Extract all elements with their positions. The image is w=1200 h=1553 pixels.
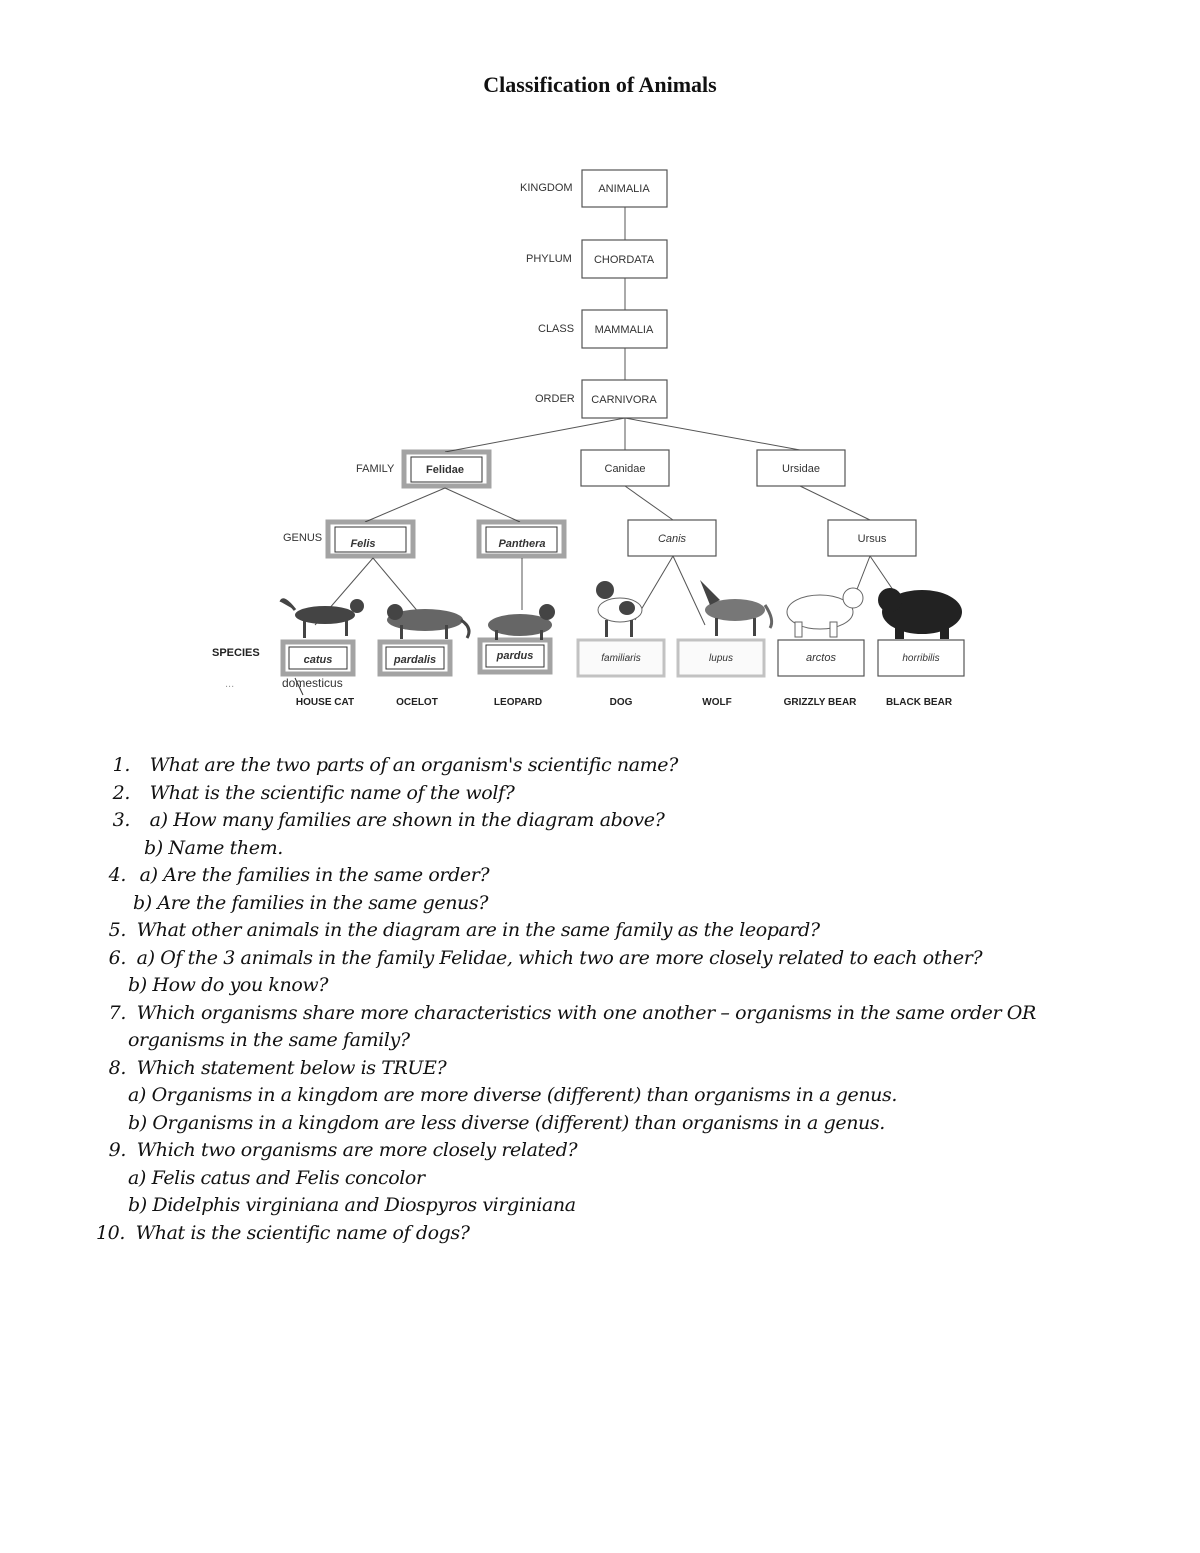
- question-9-option-b: b) Didelphis virginiana and Diospyros virginiana: [128, 1194, 576, 1216]
- handwritten-note: domesticus: [282, 676, 343, 690]
- node-genus-canis-label: Canis: [657, 533, 687, 545]
- node-family-felidae: [404, 452, 489, 486]
- rank-phylum-label: PHYLUM: [526, 253, 572, 265]
- node-genus-panthera-label: Panthera: [498, 538, 546, 550]
- question-3: [80, 807, 1120, 835]
- dog-illustration: [596, 581, 642, 637]
- rank-family-label: FAMILY: [356, 463, 395, 475]
- species-name: arctos: [806, 652, 836, 664]
- node-class-label: MAMMALIA: [594, 324, 654, 336]
- species-box-pardalis: [380, 642, 450, 674]
- question-1: [80, 752, 1120, 780]
- page-title: Classification of Animals: [483, 72, 717, 97]
- common-name: DOG: [609, 697, 633, 708]
- species-name: pardus: [496, 650, 534, 662]
- black-bear-illustration: [878, 588, 962, 639]
- node-genus-felis-label: Felis: [350, 538, 376, 550]
- question-number: 4.: [108, 864, 126, 886]
- question-8-option-a: a) Organisms in a kingdom are more diverse (different) than organisms in a genus.: [128, 1084, 897, 1106]
- question-number: 1.: [112, 754, 130, 776]
- question-4-part-b: b) Are the families in the same genus?: [133, 891, 489, 914]
- node-family-ursidae: [757, 450, 845, 486]
- question-text: a) How many families are shown in the diagram above?: [149, 809, 665, 831]
- house-cat-illustration: [281, 599, 364, 638]
- question-text: What is the scientific name of dogs?: [135, 1221, 470, 1244]
- question-4: [80, 862, 1120, 890]
- question-number: 10.: [95, 1221, 125, 1244]
- common-name: WOLF: [702, 697, 732, 708]
- question-number: 7.: [108, 1001, 126, 1024]
- common-name: HOUSE CAT: [295, 697, 355, 708]
- classification-diagram: [195, 150, 995, 720]
- question-number: 8.: [108, 1056, 126, 1079]
- node-phylum-label: CHORDATA: [593, 254, 655, 266]
- common-name: GRIZZLY BEAR: [783, 697, 857, 708]
- question-8: [80, 1055, 1120, 1083]
- question-text: What other animals in the diagram are in the same family as the leopard?: [136, 919, 820, 941]
- question-9: [80, 1137, 1120, 1165]
- question-10: [80, 1220, 1120, 1248]
- question-text: What are the two parts of an organism's scientific name?: [149, 754, 678, 776]
- species-box-horribilis: [878, 640, 964, 676]
- node-genus-panthera: [479, 522, 564, 556]
- node-kingdom: [582, 170, 667, 207]
- question-7-continued: organisms in the same family?: [128, 1029, 410, 1051]
- question-2: [80, 780, 1120, 808]
- question-6-part-b: b) How do you know?: [128, 974, 329, 996]
- question-3-part-b: b) Name them.: [144, 836, 283, 859]
- question-7: [80, 1000, 1120, 1028]
- node-genus-canis: [628, 520, 716, 556]
- rank-species-label: SPECIES: [212, 647, 260, 659]
- node-genus-felis: [328, 522, 413, 556]
- species-name: familiaris: [601, 653, 641, 664]
- species-box-arctos: [778, 640, 864, 676]
- node-order: [582, 380, 667, 418]
- node-order-label: CARNIVORA: [591, 394, 657, 406]
- node-family-ursidae-label: Ursidae: [782, 463, 820, 475]
- question-text: Which statement below is TRUE?: [136, 1056, 447, 1079]
- rank-kingdom-label: KINGDOM: [520, 182, 573, 194]
- species-box-familiaris: [578, 640, 664, 676]
- species-name: catus: [303, 654, 333, 666]
- wolf-illustration: [700, 580, 772, 636]
- node-phylum: [582, 240, 667, 278]
- question-6: [80, 945, 1120, 973]
- grizzly-bear-illustration: [787, 588, 863, 637]
- question-text: Which organisms share more characteristics with one another – organisms in the same order OR: [136, 1001, 1036, 1024]
- common-name: LEOPARD: [493, 697, 543, 708]
- species-name: lupus: [709, 653, 733, 664]
- question-text: a) Are the families in the same order?: [139, 864, 490, 886]
- node-family-canidae-label: Canidae: [604, 463, 646, 475]
- ocelot-illustration: [387, 604, 469, 639]
- question-text: a) Of the 3 animals in the family Felidae, which two are more closely related to each other?: [136, 946, 983, 969]
- species-box-catus: [283, 642, 353, 674]
- question-9-option-a: a) Felis catus and Felis concolor: [128, 1166, 425, 1189]
- question-5: [80, 917, 1120, 945]
- species-name: horribilis: [902, 653, 940, 664]
- species-box-lupus: [678, 640, 764, 676]
- species-name: pardalis: [393, 654, 437, 666]
- node-genus-ursus: [828, 520, 916, 556]
- question-number: 5.: [108, 919, 126, 941]
- rank-class-label: CLASS: [538, 323, 575, 335]
- node-class: [582, 310, 667, 348]
- rank-ellipsis-label: ...: [225, 678, 235, 690]
- question-8-option-b: b) Organisms in a kingdom are less diverse (different) than organisms in a genus.: [128, 1111, 885, 1134]
- question-number: 9.: [108, 1139, 126, 1161]
- question-text: What is the scientific name of the wolf?: [149, 781, 515, 804]
- species-box-pardus: [480, 640, 550, 672]
- node-kingdom-label: ANIMALIA: [598, 183, 650, 195]
- question-list: [80, 752, 1120, 1247]
- common-name: OCELOT: [396, 697, 438, 708]
- common-name: BLACK BEAR: [885, 697, 953, 708]
- question-number: 3.: [112, 809, 130, 831]
- node-family-felidae-label: Felidae: [426, 464, 464, 476]
- rank-genus-label: GENUS: [283, 532, 323, 544]
- rank-order-label: ORDER: [535, 393, 575, 405]
- node-family-canidae: [581, 450, 669, 486]
- question-number: 2.: [112, 781, 130, 804]
- node-genus-ursus-label: Ursus: [857, 533, 887, 545]
- question-number: 6.: [108, 946, 126, 969]
- question-text: Which two organisms are more closely related?: [136, 1139, 578, 1161]
